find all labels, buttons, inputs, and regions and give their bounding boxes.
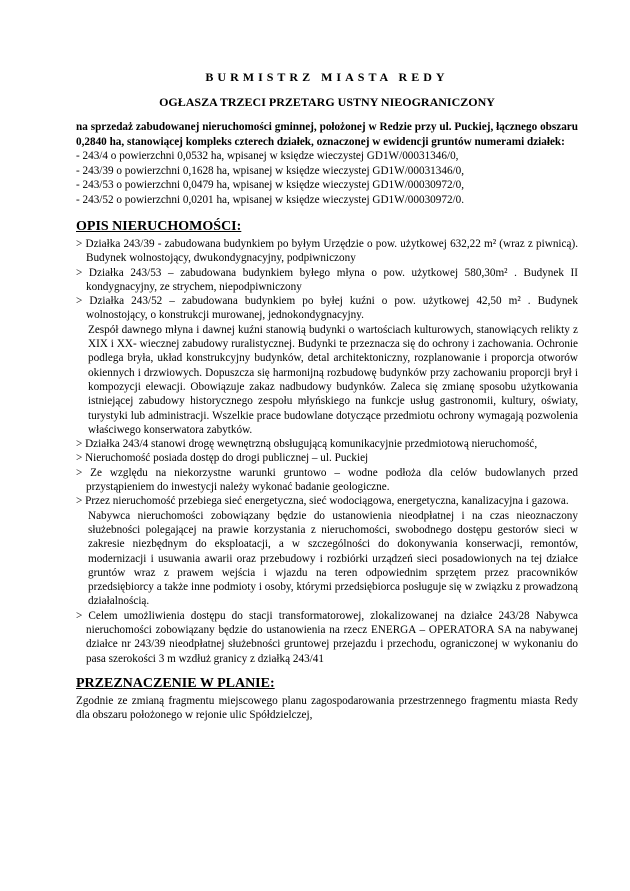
plot-item: - 243/52 o powierzchni 0,0201 ha, wpisanej w księdze wieczystej GD1W/00030972/0. — [76, 193, 465, 206]
section-title-opis: OPIS NIERUCHOMOŚCI: — [76, 219, 242, 234]
opis-item: > Działka 243/4 stanowi drogę wewnętrzną obsługującą komunikacyjnie przedmiotową nieruchomość, — [76, 438, 538, 451]
opis-item: > Ze względu na niekorzystne warunki gruntowo – wodne podłoża dla celów budowlanych przed przystąpieniem do inwestycji należy wykonać badanie geologiczne. — [76, 466, 578, 494]
opis-item: > Przez nieruchomość przebiega sieć energetyczna, sieć wodociągowa, energetyczna, kanalizacyjna i gazowa. — [76, 495, 569, 508]
intro-paragraph: na sprzedaż zabudowanej nieruchomości gminnej, położonej w Redzie przy ul. Puckiej, łącznego obszaru 0,2840 ha, stanowiącej kompleks czterech działek, oznaczonej w ewidencji gruntów numerami działek: — [76, 121, 578, 148]
heritage-paragraph: Zespół dawnego młyna i dawnej kuźni stanowią budynki o wartościach kulturowych, stanowiących relikty z XIX i XX- wiecznej zabudowy ruralistycznej. Budynki te przeznacza się do ochrony i zachowania. Ochronie podlega bryła, układ konstrukcyjny budynków, detal architektoniczny, rozplanowanie i proporcja otworów okiennych i drzwiowych. Dopuszcza się harmonijną rozbudowę budynków przy zachowaniu proporcji brył i kompozycji elewacji. Obowiązuje zakaz nadbudowy budynków. Zaleca się zmianę sposobu użytkowania istniejącej zabudowy historycznego zespołu młyńskiego na funkcje usług gastronomii, kultury, oświaty, turystyki lub administracji. Wszelkie prace budowlane dotyczące przedmiotu ochrony wymagają pozwolenia właściwego konserwatora zabytków. — [88, 323, 578, 436]
plot-item: - 243/39 o powierzchni 0,1628 ha, wpisanej w księdze wieczystej GD1W/00031346/0, — [76, 164, 465, 177]
opis-item: > Nieruchomość posiada dostęp do drogi publicznej – ul. Puckiej — [76, 452, 369, 465]
document-subheader: OGŁASZA TRZECI PRZETARG USTNY NIEOGRANICZONY — [159, 95, 495, 109]
opis-list-2 — [76, 437, 578, 508]
plot-item: - 243/4 o powierzchni 0,0532 ha, wpisanej w księdze wieczystej GD1W/00031346/0, — [76, 150, 459, 162]
plot-list — [76, 149, 578, 207]
easement-paragraph: Nabywca nieruchomości zobowiązany będzie do ustanowienia nieodpłatnej i na czas nieoznaczony służebności polegającej na prawie korzystania z nieruchomości, swobodnego dostępu gestorów sieci w zakresie niezbędnym do eksploatacji, a w szczególności do dokonywania konserwacji, remontów, modernizacji i usuwania awarii oraz przebudowy i rozbiórki urządzeń sieci posadowionych na tej działce gruntów wraz z prawem wejścia i wjazdu na teren odpowiednim sprzętem przez pracowników przedsiębiorcy a także inne podmioty i osoby, którymi przedsiębiorca posługuje się w związku z prowadzoną działalnością. — [88, 509, 578, 608]
plot-item: - 243/53 o powierzchni 0,0479 ha, wpisanej w księdze wieczystej GD1W/00030972/0, — [76, 179, 465, 191]
opis-item: > Celem umożliwienia dostępu do stacji transformatorowej, zlokalizowanej na działce 243/28 Nabywca nieruchomości zobowiązany będzie do ustanowienia na rzecz ENERGA – OPERATORA SA na nabywanej działce nr 243/39 nieodpłatnej służebności gruntowej przejazdu i przechodu, ograniczonej w wykonaniu do pasa szerokości 3 m wzdłuż granicy z działką 243/41 — [76, 609, 578, 665]
opis-item: > Działka 243/39 - zabudowana budynkiem po byłym Urzędzie o pow. użytkowej 632,22 m² (wraz z piwnicą). Budynek wolnostojący, dwukondygnacyjny, podpiwniczony — [76, 238, 578, 265]
opis-item: > Działka 243/52 – zabudowana budynkiem po byłej kuźni o pow. użytkowej 42,50 m² . Budynek wolnostojący, o konstrukcji murowanej, jednokondygnacyjny. — [76, 295, 578, 322]
opis-list-3 — [76, 609, 578, 666]
opis-list — [76, 237, 578, 323]
section-title-przeznaczenie: PRZEZNACZENIE W PLANIE: — [76, 675, 275, 691]
document-header: BURMISTRZ MIASTA REDY — [205, 70, 449, 84]
przeznaczenie-paragraph: Zgodnie ze zmianą fragmentu miejscowego planu zagospodarowania przestrzennego fragmentu miasta Redy dla obszaru położonego w rejonie ulic Spółdzielczej, — [76, 694, 578, 722]
opis-item: > Działka 243/53 – zabudowana budynkiem byłego młyna o pow. użytkowej 580,30m² . Budynek II kondygnacyjny, ze strychem, niepodpiwniczony — [76, 266, 578, 293]
